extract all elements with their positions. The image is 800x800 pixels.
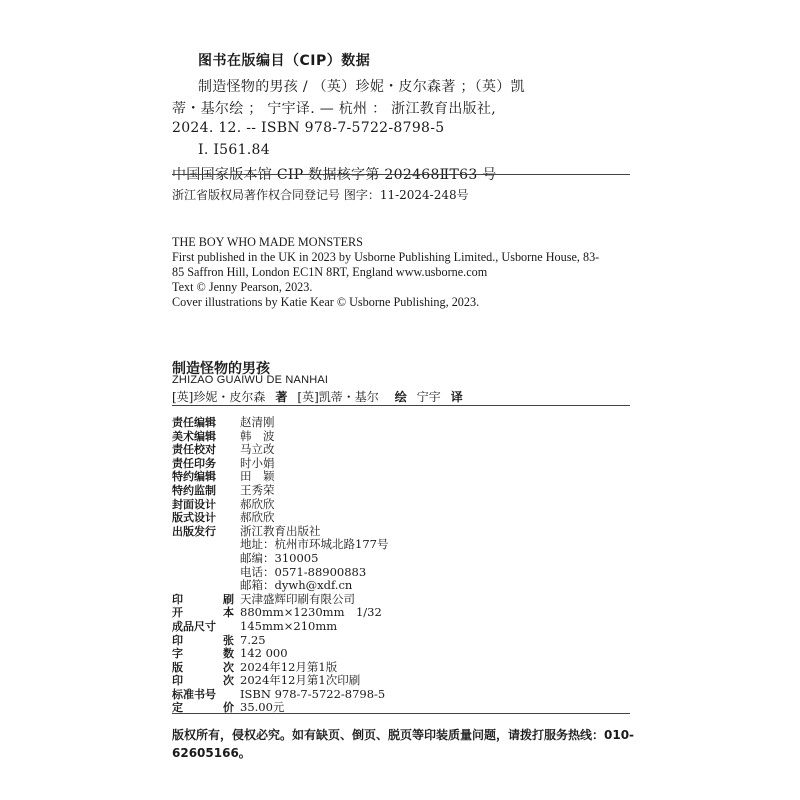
credit-value: 2024年12月第1版 bbox=[240, 659, 338, 674]
credit-row bbox=[172, 593, 632, 607]
credit-label: 版 次 bbox=[172, 660, 234, 674]
copyright-notice: 版权所有，侵权必究。如有缺页、倒页、脱页等印装质量问题，请拨打服务热线：010- bbox=[172, 728, 635, 742]
credits-list bbox=[172, 416, 632, 715]
credit-value: 田 颖 bbox=[240, 469, 275, 484]
credit-value: 韩 波 bbox=[240, 428, 275, 443]
credit-value: 浙江教育出版社 bbox=[240, 523, 321, 538]
credit-row bbox=[172, 525, 632, 539]
author-name: [英]珍妮・皮尔森 bbox=[172, 390, 266, 404]
author-line bbox=[172, 388, 463, 405]
credit-row bbox=[172, 661, 632, 675]
credit-row bbox=[172, 688, 632, 702]
credit-value: 郝欣欣 bbox=[240, 510, 275, 525]
credit-row bbox=[172, 457, 632, 471]
credit-label: 开 本 bbox=[172, 606, 234, 620]
credit-label: 印 张 bbox=[172, 633, 234, 647]
credit-row bbox=[172, 498, 632, 512]
divider bbox=[172, 174, 630, 175]
credit-row bbox=[172, 634, 632, 648]
credit-value: 35.00元 bbox=[240, 700, 285, 715]
translator-name: 宁宇 bbox=[416, 390, 441, 404]
english-line: 85 Saffron Hill, London EC1N 8RT, England www.usborne.com bbox=[172, 265, 488, 279]
credit-value: 赵清刚 bbox=[240, 415, 275, 429]
credit-label: 字 数 bbox=[172, 647, 234, 661]
credit-value: 郝欣欣 bbox=[240, 496, 275, 511]
credit-value: 时小娟 bbox=[240, 455, 275, 470]
cip-line: 制造怪物的男孩 / （英）珍妮・皮尔森著 ；（英）凯 bbox=[198, 79, 525, 95]
cip-line: Ⅰ. I561.84 bbox=[198, 142, 270, 158]
illustrator-role: 绘 bbox=[394, 390, 407, 404]
credit-value: 142 000 bbox=[240, 646, 288, 661]
cip-line: 2024. 12. -- ISBN 978-7-5722-8798-5 bbox=[172, 120, 445, 136]
credit-label: 责任印务 bbox=[172, 456, 216, 470]
credit-row bbox=[172, 430, 632, 444]
copyright-registration: 浙江省版权局著作权合同登记号 图字：11-2024-248号 bbox=[172, 188, 469, 202]
credit-label: 责任校对 bbox=[172, 443, 216, 457]
english-line: First published in the UK in 2023 by Usborne Publishing Limited., Usborne House, 83- bbox=[172, 250, 600, 264]
credit-row bbox=[172, 566, 632, 580]
credit-label: 特约监制 bbox=[172, 483, 216, 497]
credit-label: 定 价 bbox=[172, 701, 234, 715]
credit-row bbox=[172, 443, 632, 457]
translator-role: 译 bbox=[450, 390, 463, 404]
credit-label: 版式设计 bbox=[172, 511, 216, 525]
credit-row bbox=[172, 470, 632, 484]
credit-label: 印 刷 bbox=[172, 592, 234, 606]
credit-label: 标准书号 bbox=[172, 687, 216, 701]
english-title: THE BOY WHO MADE MONSTERS bbox=[172, 235, 363, 249]
credit-label: 出版发行 bbox=[172, 524, 216, 538]
copyright-notice: 62605166。 bbox=[172, 746, 251, 760]
credit-label: 封面设计 bbox=[172, 497, 216, 511]
credit-value: 2024年12月第1次印刷 bbox=[240, 673, 361, 688]
credit-row bbox=[172, 552, 632, 566]
credit-value: 邮编：310005 bbox=[240, 550, 319, 565]
credit-value: 马立改 bbox=[240, 442, 275, 457]
cip-title: 图书在版编目（CIP）数据 bbox=[198, 53, 371, 69]
book-title: 制造怪物的男孩 bbox=[172, 361, 270, 377]
credit-row bbox=[172, 606, 632, 620]
credit-row bbox=[172, 484, 632, 498]
credit-row bbox=[172, 538, 632, 552]
credit-row bbox=[172, 620, 632, 634]
cip-line: 中国国家版本馆 CIP 数据核字第 202468ⅡT63 号 bbox=[172, 167, 497, 183]
english-line: Text © Jenny Pearson, 2023. bbox=[172, 280, 313, 294]
illustrator-name: [英]凯蒂・基尔 bbox=[297, 390, 379, 404]
credit-value: ISBN 978-7-5722-8798-5 bbox=[240, 686, 386, 701]
credit-row bbox=[172, 416, 632, 430]
divider bbox=[172, 405, 630, 406]
credit-value: 地址：杭州市环城北路177号 bbox=[240, 537, 389, 552]
credit-value: 王秀荣 bbox=[240, 482, 275, 497]
cip-line: 蒂・基尔绘 ； 宁宇译. — 杭州 ： 浙江教育出版社, bbox=[172, 101, 497, 117]
author-role: 著 bbox=[275, 390, 288, 404]
credit-label: 印 次 bbox=[172, 674, 234, 688]
credit-row bbox=[172, 647, 632, 661]
credit-label: 特约编辑 bbox=[172, 470, 216, 484]
credit-label: 美术编辑 bbox=[172, 429, 216, 443]
credit-row bbox=[172, 511, 632, 525]
credit-label: 成品尺寸 bbox=[172, 619, 216, 633]
credit-row bbox=[172, 674, 632, 688]
credit-row bbox=[172, 579, 632, 593]
credit-value: 880mm×1230mm 1/32 bbox=[240, 605, 382, 620]
english-line: Cover illustrations by Katie Kear © Usborne Publishing, 2023. bbox=[172, 295, 480, 309]
credit-value: 电话：0571-88900883 bbox=[240, 564, 367, 579]
credit-value: 145mm×210mm bbox=[240, 618, 338, 633]
credit-label: 责任编辑 bbox=[172, 416, 216, 429]
credit-value: 天津盛辉印刷有限公司 bbox=[240, 591, 355, 606]
credit-value: 7.25 bbox=[240, 632, 266, 647]
book-pinyin: ZHIZAO GUAIWU DE NANHAI bbox=[172, 374, 329, 386]
divider bbox=[172, 713, 630, 714]
credit-value: 邮箱：dywh@xdf.cn bbox=[240, 578, 353, 593]
